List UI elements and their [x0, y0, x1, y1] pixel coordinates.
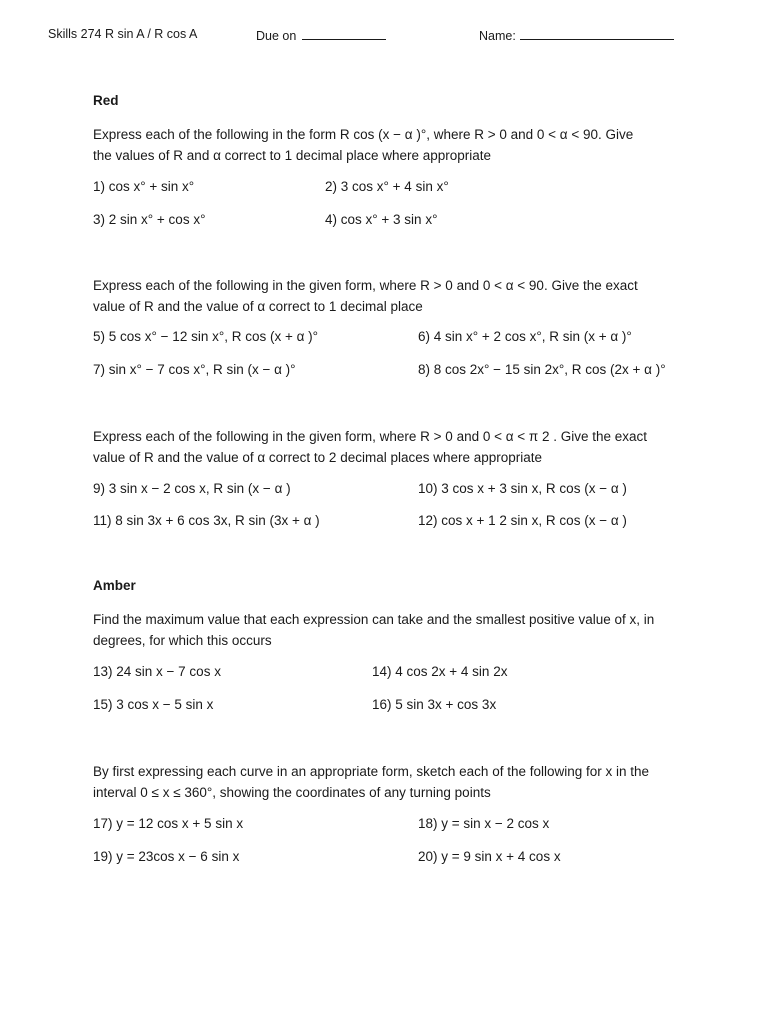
question-8: 8) 8 cos 2x° − 15 sin 2x°, R cos (2x + α )° [418, 362, 666, 377]
due-label: Due on [256, 29, 297, 43]
question-15: 15) 3 cos x − 5 sin x [93, 697, 214, 712]
question-3: 3) 2 sin x° + cos x° [93, 212, 206, 227]
due-date-field [256, 27, 386, 43]
question-1: 1) cos x° + sin x° [93, 179, 195, 194]
question-4: 4) cos x° + 3 sin x° [325, 212, 438, 227]
instruction-amber-2: By first expressing each curve in an appropriate form, sketch each of the following for x in the interval 0 ≤ x ≤ 360°, showing the coordinates of any turning points [93, 764, 650, 800]
question-16: 16) 5 sin 3x + cos 3x [372, 697, 497, 712]
question-17: 17) y = 12 cos x + 5 sin x [93, 816, 244, 831]
question-20: 20) y = 9 sin x + 4 cos x [418, 849, 561, 864]
name-line [520, 27, 674, 40]
name-label: Name: [479, 29, 516, 43]
section-title-amber: Amber [93, 578, 136, 593]
question-11: 11) 8 sin 3x + 6 cos 3x, R sin (3x + α ) [93, 513, 320, 528]
question-14: 14) 4 cos 2x + 4 sin 2x [372, 664, 508, 679]
question-7: 7) sin x° − 7 cos x°, R sin (x − α )° [93, 362, 296, 377]
worksheet-title: Skills 274 R sin A / R cos A [48, 27, 198, 41]
section-title-red: Red [93, 93, 119, 108]
instruction-red-1: Express each of the following in the form R cos (x − α )°, where R > 0 and 0 < α < 90. Give the values of R and α correct to 1 decimal place where appropriate [93, 127, 634, 163]
instruction-red-2: Express each of the following in the given form, where R > 0 and 0 < α < 90. Give the exact value of R and the value of α correct to 1 decimal place [93, 278, 638, 314]
question-9: 9) 3 sin x − 2 cos x, R sin (x − α ) [93, 481, 291, 496]
question-6: 6) 4 sin x° + 2 cos x°, R sin (x + α )° [418, 329, 632, 344]
name-field [479, 27, 674, 43]
due-date-line [302, 27, 386, 40]
question-13: 13) 24 sin x − 7 cos x [93, 664, 221, 679]
question-19: 19) y = 23cos x − 6 sin x [93, 849, 240, 864]
question-12: 12) cos x + 1 2 sin x, R cos (x − α ) [418, 513, 627, 528]
question-2: 2) 3 cos x° + 4 sin x° [325, 179, 449, 194]
question-10: 10) 3 cos x + 3 sin x, R cos (x − α ) [418, 481, 627, 496]
instruction-red-3: Express each of the following in the given form, where R > 0 and 0 < α < π 2 . Give the exact value of R and the value of α correct to 2 decimal places where appropriate [93, 429, 648, 465]
instruction-amber-1: Find the maximum value that each expression can take and the smallest positive value of x, in degrees, for which this occurs [93, 612, 655, 648]
question-18: 18) y = sin x − 2 cos x [418, 816, 550, 831]
question-5: 5) 5 cos x° − 12 sin x°, R cos (x + α )° [93, 329, 319, 344]
